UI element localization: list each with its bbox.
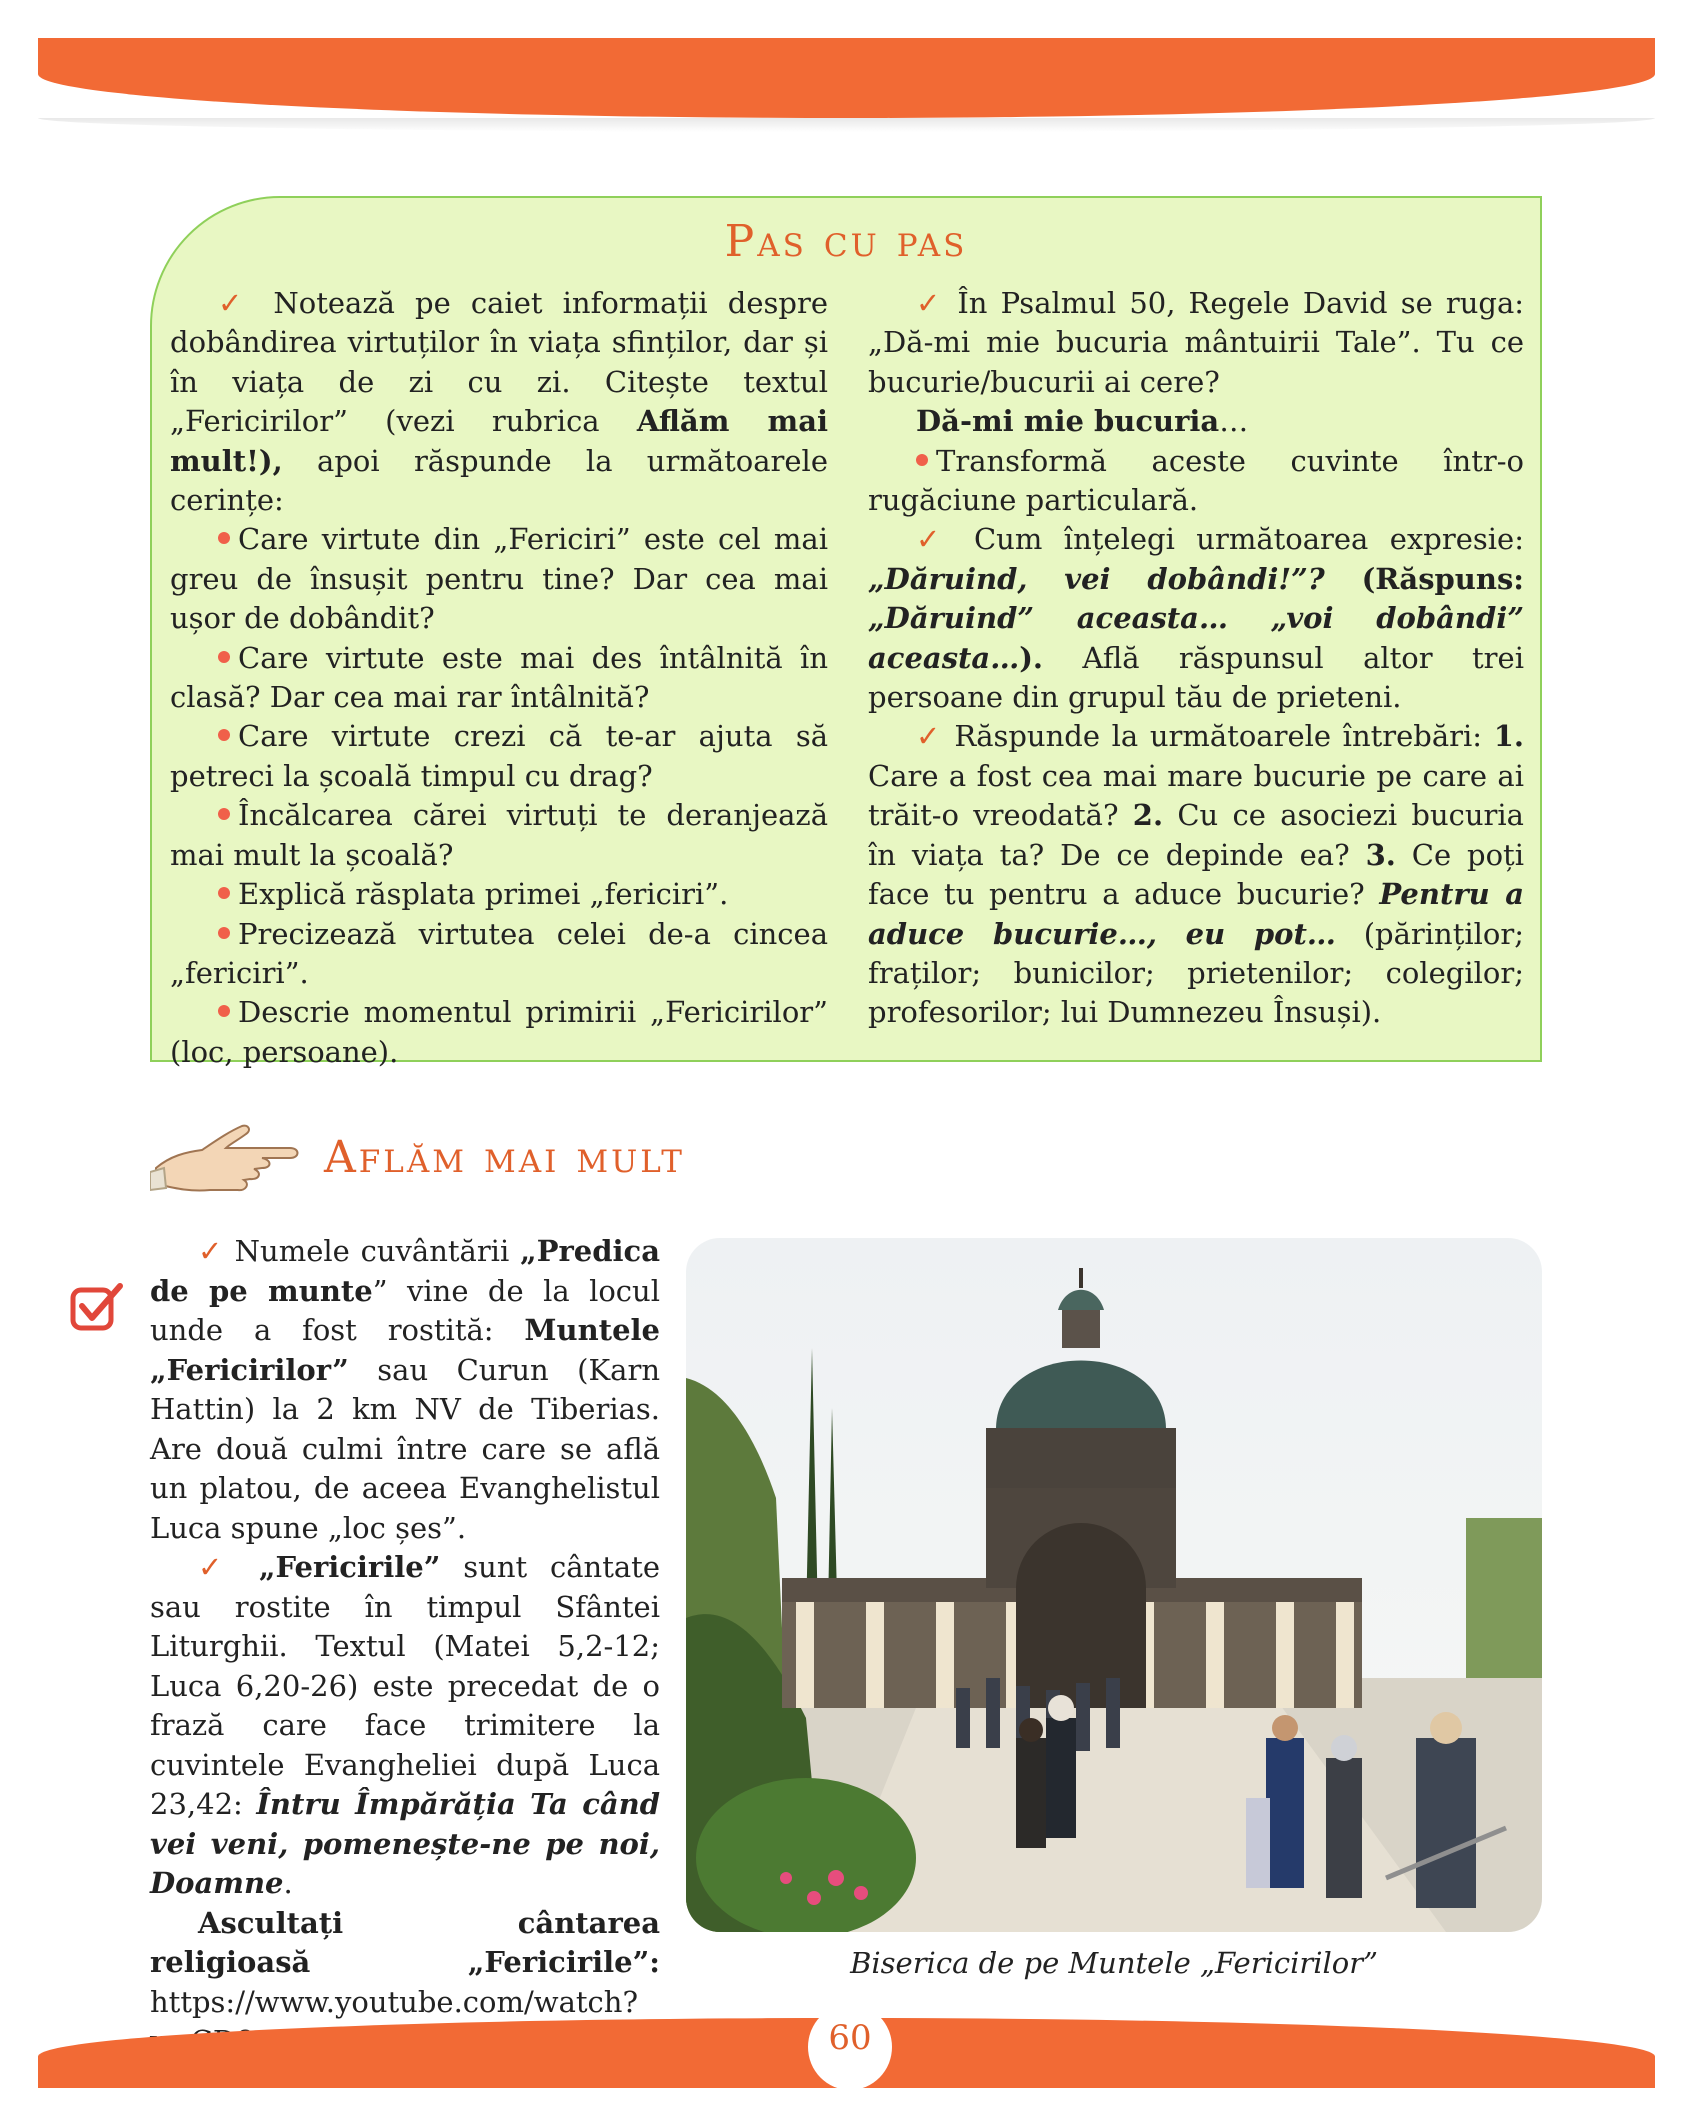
bullet-icon bbox=[218, 927, 230, 939]
list-item: Care virtute este mai des întâlnită în clasă? Dar cea mai rar întâlnită? bbox=[170, 640, 828, 715]
list-item: Explică răsplata primei „fericiri”. bbox=[170, 875, 828, 914]
list-item: Precizează virtutea celei de-a cincea „fericiri”. bbox=[170, 916, 828, 990]
give-me-line: Dă-mi mie bucuria… bbox=[916, 404, 1249, 439]
pointing-hand-icon bbox=[150, 1112, 310, 1204]
list-item: Descrie momentul primirii „Fericirilor” (loc, persoane). bbox=[170, 995, 828, 1069]
checkmark-icon: ✓ bbox=[916, 719, 943, 754]
transform-item: Transformă aceste cuvinte într-o rugăciune particulară. bbox=[868, 443, 1524, 518]
bullet-icon bbox=[218, 808, 230, 820]
photo-caption: Biserica de pe Muntele „Fericirilor” bbox=[850, 1946, 1378, 1980]
box-title: Pas cu pas bbox=[724, 216, 968, 267]
checkmark-icon: ✓ bbox=[218, 286, 254, 320]
checkmark-icon: ✓ bbox=[198, 1234, 224, 1268]
list-item: Care virtute crezi că te-ar ajuta să petreci la școală timpul cu drag? bbox=[170, 719, 828, 793]
checkbox-icon bbox=[70, 1280, 126, 1332]
checkmark-icon: ✓ bbox=[916, 522, 953, 557]
step-by-step-box bbox=[150, 196, 1542, 1069]
box-left-column bbox=[170, 284, 828, 1072]
paragraph: Ascultați cântarea religioasă „Fericirile”: https://www.youtube.com/watch? bbox=[150, 1904, 660, 2062]
youtube-link[interactable]: https://www.youtube.com/watch? bbox=[150, 1984, 638, 2019]
more-info-text bbox=[150, 1232, 660, 2062]
section-title: Aflăm mai mult bbox=[324, 1132, 685, 1183]
church-photo bbox=[686, 1238, 1542, 1932]
psalm-paragraph: ✓ În Psalmul 50, Regele David se ruga: „Dă-mi mie bucuria mântuirii Tale”. Tu ce bucurie/bucurii ai cere? bbox=[868, 286, 1525, 399]
box-intro: ✓ Notează pe caiet informații despre dobândirea virtuților în viața sfinților, dar și în viața de zi cu zi. Citește textul „Fericirilor” (vezi rubrica Aflăm mai mult!), apoi răspunde la următoarele cerințe: bbox=[170, 286, 829, 518]
page-number: 60 bbox=[828, 2018, 872, 2058]
bullet-icon bbox=[916, 454, 928, 466]
expression-paragraph: ✓ Cum înțelegi următoarea expresie: „Dăruind, vei dobândi!”? (Răspuns: „Dăruind” aceasta… „voi dobândi” aceasta…). Află răspunsul altor trei persoane din grupul tău de prieteni. bbox=[868, 522, 1525, 715]
top-decorative-band bbox=[38, 38, 1655, 118]
paragraph: ✓ „Fericirile” sunt cântate sau rostite în timpul Sfântei Liturghii. Textul (Matei 5,2-12; Luca 6,20-26) este precedat de o frază care face trimitere la cuvintele Evangheliei după Luca 23,42: Întru Împărăția Ta când vei veni, pomenește-ne pe noi, Doamne. bbox=[150, 1550, 660, 1900]
box-right-column bbox=[868, 284, 1524, 1033]
bullet-icon bbox=[218, 651, 230, 663]
bullet-icon bbox=[218, 1005, 230, 1017]
page-number-disc bbox=[808, 2004, 892, 2090]
list-item: Încălcarea cărei virtuți te deranjează mai mult la școală? bbox=[170, 798, 828, 872]
list-item: Care virtute din „Fericiri” este cel mai greu de însușit pentru tine? Dar cea mai ușor de dobândit? bbox=[170, 522, 828, 636]
bullet-icon bbox=[218, 532, 230, 544]
questions-paragraph: ✓ Răspunde la următoarele întrebări: 1. Care a fost cea mai mare bucurie pe care ai trăit-o vreodată? 2. Cu ce asociezi bucuria în viața ta? De ce depinde ea? 3. Ce poți face tu pentru a aduce bucurie? Pentru a aduce bucurie…, eu pot… (părinților; fraților; bunicilor; prietenilor; colegilor; profesorilor; lui Dumnezeu Însuși). bbox=[868, 719, 1525, 1030]
bullet-icon bbox=[218, 887, 230, 899]
checkmark-icon: ✓ bbox=[916, 286, 945, 320]
bullet-icon bbox=[218, 729, 230, 741]
checkmark-icon: ✓ bbox=[198, 1550, 236, 1584]
paragraph: ✓ Numele cuvântării „Predica de pe munte” vine de la locul unde a fost rostită: Muntele „Fericirilor” sau Curun (Karn Hattin) la 2 km NV de Tiberias. Are două culmi între care se află un platou, de aceea Evanghelistul Luca spune „loc șes”. bbox=[150, 1234, 660, 1545]
